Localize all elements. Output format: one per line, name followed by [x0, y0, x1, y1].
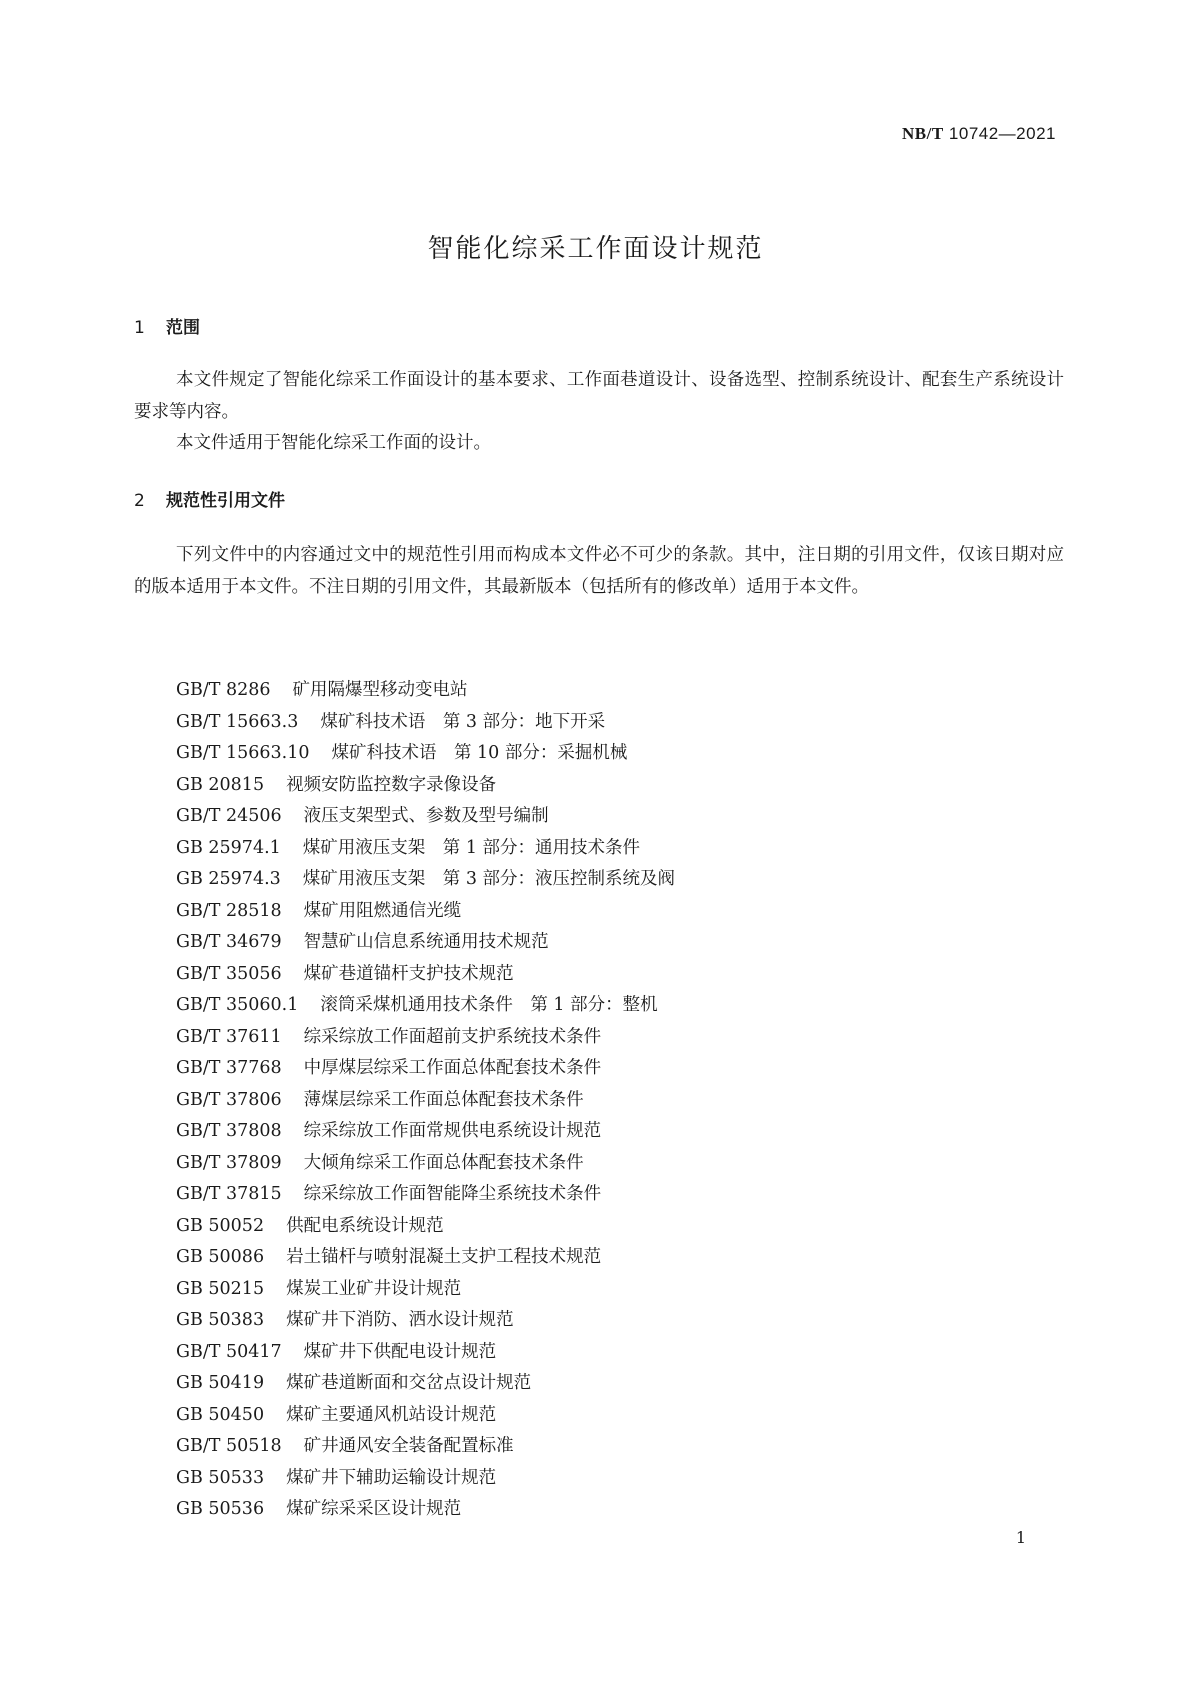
reference-code: GB/T 37809	[176, 1152, 282, 1173]
reference-item	[176, 864, 675, 896]
reference-title: 煤矿用阻燃通信光缆	[303, 900, 462, 921]
reference-code: GB/T 37611	[176, 1026, 282, 1047]
reference-code: GB 25974.3	[176, 869, 281, 889]
reference-code: GB 50086	[176, 1247, 265, 1267]
reference-title: 煤矿巷道断面和交岔点设计规范	[286, 1373, 532, 1393]
reference-item	[176, 801, 675, 833]
reference-item	[176, 833, 675, 865]
reference-item	[176, 1053, 675, 1085]
reference-title: 煤矿用液压支架 第 3 部分：液压控制系统及阀	[302, 869, 676, 889]
reference-code: GB/T 37808	[176, 1121, 282, 1141]
section-2-title: 规范性引用文件	[166, 491, 285, 511]
section-1-number: 1	[134, 318, 145, 338]
reference-title: 中厚煤层综采工作面总体配套技术条件	[303, 1058, 602, 1078]
reference-code: GB 50383	[176, 1310, 265, 1330]
section-1-title: 范围	[166, 318, 200, 338]
reference-item	[176, 1463, 675, 1495]
reference-title: 煤矿科技术语 第 10 部分：采掘机械	[331, 743, 628, 763]
reference-code: GB 20815	[176, 774, 265, 795]
reference-title: 煤矿巷道锚杆支护技术规范	[303, 963, 514, 984]
reference-title: 煤矿井下供配电设计规范	[303, 1341, 497, 1362]
standard-prefix: NB/T	[901, 124, 944, 143]
reference-title: 滚筒采煤机通用技术条件 第 1 部分：整机	[320, 995, 658, 1015]
reference-title: 煤矿井下消防、洒水设计规范	[286, 1310, 514, 1330]
reference-title: 岩土锚杆与喷射混凝土支护工程技术规范	[286, 1247, 602, 1267]
reference-item	[176, 1242, 675, 1274]
reference-item	[176, 1022, 675, 1054]
reference-item	[176, 1305, 675, 1337]
reference-code: GB/T 35060.1	[176, 995, 299, 1015]
section-1-paragraph: 本文件规定了智能化综采工作面设计的基本要求、工作面巷道设计、设备选型、控制系统设计、配套生产系统设计要求等内容。	[134, 370, 1064, 422]
reference-item	[176, 959, 675, 991]
reference-list	[176, 675, 675, 1526]
reference-title: 煤炭工业矿井设计规范	[286, 1278, 462, 1299]
reference-code: GB 50533	[176, 1467, 265, 1488]
reference-title: 供配电系统设计规范	[286, 1215, 444, 1236]
reference-title: 矿井通风安全装备配置标准	[303, 1436, 514, 1456]
reference-item	[176, 1368, 675, 1400]
section-2-heading	[134, 486, 285, 511]
reference-title: 薄煤层综采工作面总体配套技术条件	[303, 1089, 584, 1110]
reference-code: GB/T 8286	[176, 680, 271, 700]
reference-item	[176, 990, 675, 1022]
reference-item	[176, 707, 675, 739]
reference-title: 煤矿用液压支架 第 1 部分：通用技术条件	[302, 837, 641, 858]
reference-title: 综采综放工作面超前支护系统技术条件	[303, 1026, 602, 1047]
reference-code: GB 25974.1	[176, 837, 281, 858]
reference-code: GB 50052	[176, 1215, 265, 1236]
reference-item	[176, 770, 675, 802]
reference-code: GB 50215	[176, 1278, 265, 1299]
reference-item	[176, 1211, 675, 1243]
reference-title: 矿用隔爆型移动变电站	[292, 680, 468, 700]
reference-code: GB/T 35056	[176, 963, 282, 984]
reference-item	[176, 1494, 675, 1526]
reference-item	[176, 738, 675, 770]
reference-title: 综采综放工作面智能降尘系统技术条件	[303, 1184, 602, 1204]
reference-item	[176, 1179, 675, 1211]
reference-item	[176, 1337, 675, 1369]
reference-code: GB/T 50417	[176, 1341, 282, 1362]
reference-item	[176, 1085, 675, 1117]
reference-item	[176, 1400, 675, 1432]
reference-code: GB 50536	[176, 1499, 265, 1519]
reference-item	[176, 927, 675, 959]
section-1-paragraph: 本文件适用于智能化综采工作面的设计。	[176, 433, 491, 453]
reference-code: GB 50450	[176, 1404, 265, 1425]
reference-title: 煤矿综采采区设计规范	[286, 1499, 462, 1519]
standard-code: 10742—2021	[948, 124, 1056, 143]
reference-title: 大倾角综采工作面总体配套技术条件	[303, 1152, 584, 1173]
standard-number	[902, 124, 1056, 144]
reference-title: 煤矿井下辅助运输设计规范	[286, 1467, 497, 1488]
page-number: 1	[1015, 1528, 1026, 1547]
reference-code: GB/T 15663.10	[176, 743, 310, 763]
reference-code: GB/T 37815	[176, 1184, 282, 1204]
reference-title: 煤矿科技术语 第 3 部分：地下开采	[320, 711, 606, 732]
reference-code: GB/T 24506	[176, 806, 282, 826]
reference-code: GB/T 34679	[176, 932, 282, 952]
reference-title: 煤矿主要通风机站设计规范	[286, 1404, 497, 1425]
reference-code: GB/T 50518	[176, 1436, 282, 1456]
reference-code: GB/T 15663.3	[176, 711, 299, 732]
reference-code: GB/T 37806	[176, 1089, 282, 1110]
reference-item	[176, 1431, 675, 1463]
document-title: 智能化综采工作面设计规范	[427, 234, 764, 264]
reference-item	[176, 1274, 675, 1306]
section-2-number: 2	[134, 491, 145, 511]
reference-title: 综采综放工作面常规供电系统设计规范	[303, 1121, 602, 1141]
section-1-heading	[134, 313, 200, 338]
reference-item	[176, 1148, 675, 1180]
reference-title: 液压支架型式、参数及型号编制	[303, 806, 549, 826]
section-2-intro: 下列文件中的内容通过文中的规范性引用而构成本文件必不可少的条款。其中，注日期的引用文件，仅该日期对应的版本适用于本文件。不注日期的引用文件，其最新版本（包括所有的修改单）适用于本文件。	[134, 545, 1064, 597]
reference-item	[176, 1116, 675, 1148]
reference-code: GB/T 28518	[176, 900, 282, 921]
reference-item	[176, 675, 675, 707]
reference-title: 智慧矿山信息系统通用技术规范	[303, 932, 549, 952]
reference-code: GB/T 37768	[176, 1058, 282, 1078]
reference-code: GB 50419	[176, 1373, 265, 1393]
reference-item	[176, 896, 675, 928]
reference-title: 视频安防监控数字录像设备	[286, 774, 497, 795]
